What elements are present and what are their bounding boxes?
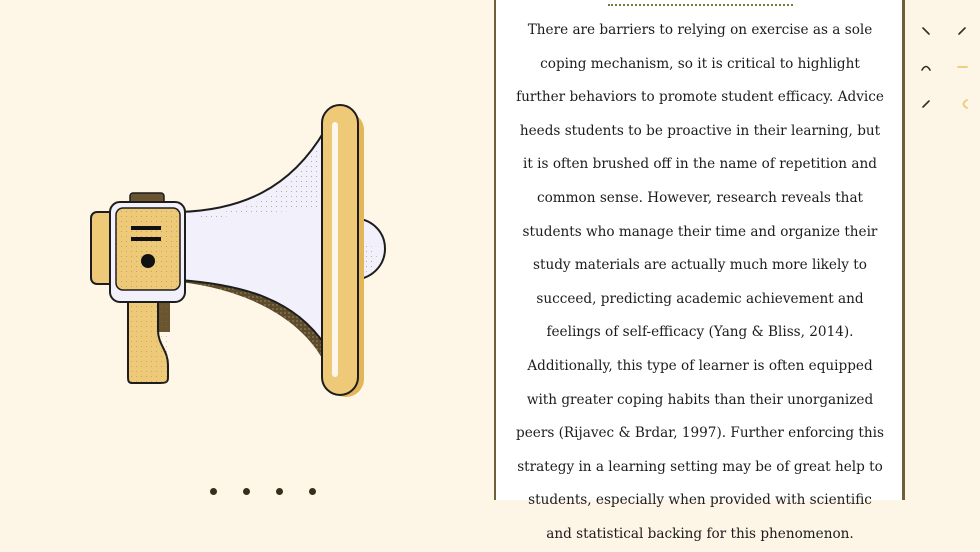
pagination-dots: [210, 488, 316, 495]
decorative-strip: [905, 0, 980, 500]
pagination-dot[interactable]: [243, 488, 250, 495]
dotted-divider: [608, 4, 793, 6]
article-paragraph: There are barriers to relying on exercise as a sole coping mechanism, so it is critical to highlight further behaviors to promote student efficacy. Advice heeds students to be proactive in their learning, but it is often brushed off in the name of repetition and common sense. However, research reveals that students who manage their time and organize their study materials are actually much more likely to succeed, predicting academic achievement and feelings of self-efficacy (Yang & Bliss, 2014). Additionally, this type of learner is often equipped with greater coping habits than their unorganized peers (Rijavec & Brdar, 1997). Further enforcing this strategy in a learning setting may be of great help to students, especially when provided with scientific and statistical backing for this phenomenon.: [516, 22, 884, 542]
pagination-dot[interactable]: [210, 488, 217, 495]
pagination-dot[interactable]: [276, 488, 283, 495]
illustration-pane: [0, 0, 494, 500]
confetti-icon: [905, 0, 980, 500]
megaphone-icon: [80, 95, 400, 400]
pagination-dot[interactable]: [309, 488, 316, 495]
text-panel: [494, 0, 905, 542]
